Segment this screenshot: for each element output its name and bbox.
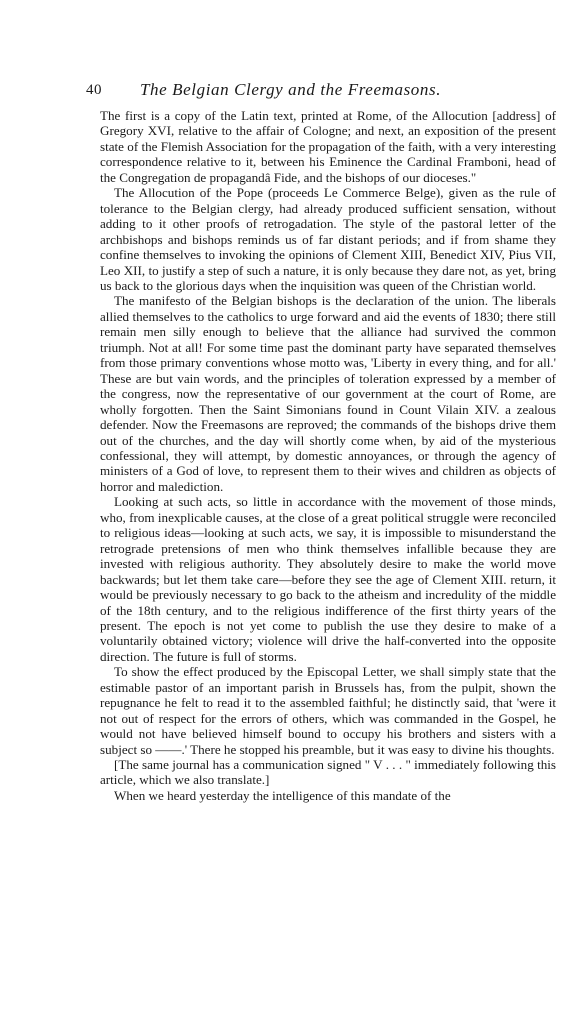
- paragraph-bishops-manifesto: The manifesto of the Belgian bishops is the declaration of the union. The liberals allied themselves to the catholics to urge forward and aid the events of 1830; there still remain men silly enough to believe that the alliance had survived the common triumph. Not at all! For some time past the dominant party have separated themselves from those primary conventions whose motto was, 'Liberty in every thing, and for all.' These are but vain words, and the principles of toleration expressed by a member of the congress, now the representative of our government at the court of Rome, are wholly forgotten. Then the Saint Simonians found in Count Vilain XIV. a zealous defender. Now the Freemasons are reproved; the commands of the bishops drive them out of the churches, and the day will shortly come when, by aid of the mysterious confessional, they will attempt, by domestic annoyances, or through the agency of ministers of a God of love, to represent them to their wives and children as objects of horror and malediction.: [100, 293, 556, 494]
- page-header: [86, 80, 556, 100]
- page-number: 40: [86, 82, 102, 98]
- body-text: [100, 108, 556, 803]
- paragraph-episcopal-letter-effect: To show the effect produced by the Episcopal Letter, we shall simply state that the estimable pastor of an important parish in Brussels has, from the pulpit, shown the repugnance he felt to read it to the assembled faithful; he distinctly said, that 'were it not out of respect for the errors of others, which was commanded in the Gospel, he would not have believed himself bound to occupy his brothers and sisters with a subject so ——.' There he stopped his preamble, but it was easy to divine his thoughts.: [100, 664, 556, 757]
- paragraph-continuation: When we heard yesterday the intelligence of this mandate of the: [114, 787, 451, 803]
- paragraph-pope-allocution: The Allocution of the Pope (proceeds Le Commerce Belge), given as the rule of tolerance to the Belgian clergy, had already produced sufficient sensation, without adding to it other proofs of retrogadation. The style of the pastoral letter of the archbishops and bishops reminds us of far distant periods; and if from shame they confine themselves to invoking the opinions of Clement XIII, Benedict XIV, Pius VII, Leo XII, to justify a step of such a nature, it is only because they dare not, as yet, bring us back to the glorious days when the inquisition was queen of the Christian world.: [100, 185, 556, 293]
- running-title: The Belgian Clergy and the Freemasons.: [140, 80, 442, 99]
- paragraph-editorial-note: [The same journal has a communication signed " V . . . " immediately following this article, which we also translate.]: [100, 757, 556, 788]
- paragraph-allocution-copy: The first is a copy of the Latin text, printed at Rome, of the Allocution [address] of Gregory XVI, relative to the affair of Cologne; and next, an exposition of the present state of the Flemish Association for the propagation of the faith, with a very interesting correspondence relative to it, between his Eminence the Cardinal Framboni, head of the Congregation de propagandâ Fide, and the bishops of our dioceses.": [100, 108, 556, 185]
- paragraph-retrograde-pretensions: Looking at such acts, so little in accordance with the movement of those minds, who, from inexplicable causes, at the close of a great political struggle were reconciled to religious ideas—looking at such acts, we say, it is impossible to misunderstand the retrograde pretensions of men who think themselves infallible because they are invested with religious authority. They absolutely desire to make the world move backwards; but let them take care—before they see the age of Clement XIII. return, it would be previously necessary to go back to the atheism and incredulity of the middle of the 18th century, and to the religious indifference of the first thirty years of the present. The epoch is not yet come to publish the use they desire to make of a voluntarily obtained victory; violence will drive the half-converted into the opposite direction. The future is full of storms.: [100, 494, 556, 664]
